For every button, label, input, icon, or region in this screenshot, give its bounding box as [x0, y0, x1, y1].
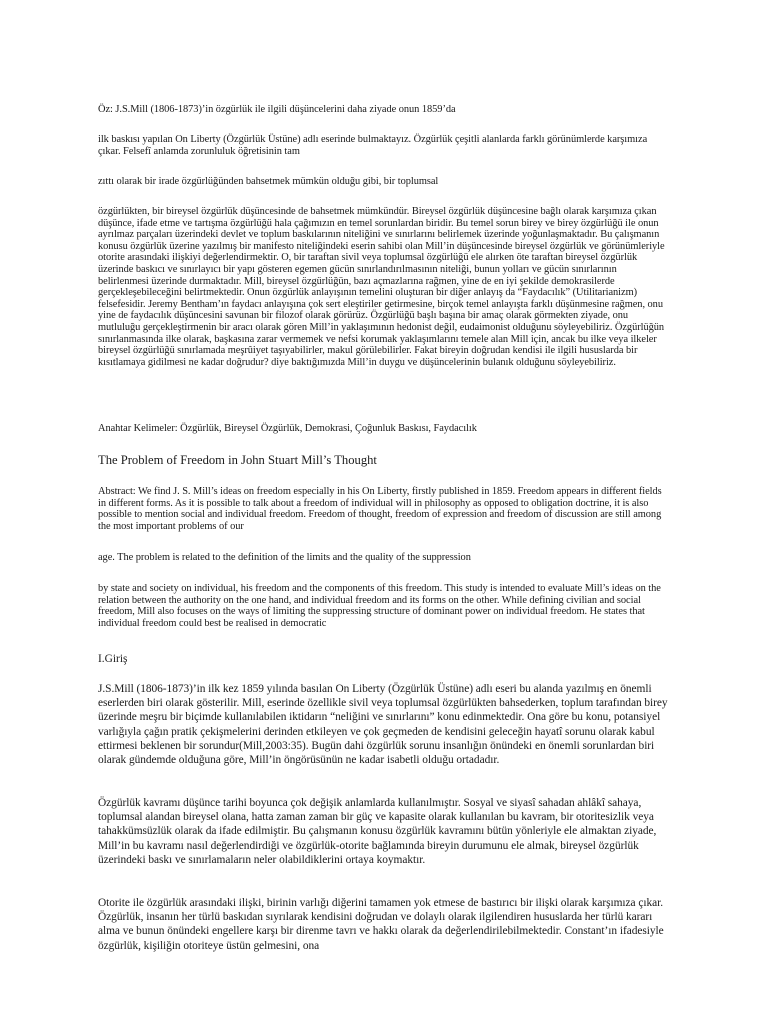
oz-paragraph-2: ilk baskısı yapılan On Liberty (Özgürlük Üstüne) adlı eserinde bulmaktayız. Özgürlük çeşitli alanlarda farklı görünümlerde karşımıza çıkar. Felsefî anlamda zorunluluk öğretisinin tam	[98, 134, 648, 157]
body-paragraph-3: Otorite ile özgürlük arasındaki ilişki, birinin varlığı diğerini tamamen yok etmese de bastırıcı bir ilişki olarak karşımıza çıkar. Özgürlük, insanın her türlü baskıdan sıyrılarak kendisini doğrudan ve dolaylı olarak ilgilendiren hususlarda her türlü kararı alma ve bunun önündeki engellere karşı bir direnme tavrı ve hakkı olarak da değerlendirilebilmektedir. Constant’ın ifadesiyle özgürlük, kişiliğin otoriteye üstün gelmesini, ona	[98, 897, 664, 952]
body-paragraph-2: Özgürlük kavramı düşünce tarihi boyunca çok değişik anlamlarda kullanılmıştır. Sosyal ve siyasî sahadan ahlâkî sahaya, toplumsal alandan bireysel olana, hatta zaman zaman bir güç ve kapasite olarak kullanılan bu kavram, bir otoritesizlik veya tahakkümsüzlük olarak da ifade edilmiştir. Bu çalışmanın konusu özgürlük kavramını bütün yönleriyle ele almaktan ziyade, Mill’in bu kavramı nasıl değerlendirdiği ve özgürlük-otorite bağlamında bireyin durumunu ele almak, bireysel özgürlük üzerindeki baskı ve sınırlamaların neler olabildiklerini ortaya koymaktır.	[98, 797, 657, 866]
body-paragraph-1: J.S.Mill (1806-1873)’in ilk kez 1859 yılında basılan On Liberty (Özgürlük Üstüne) adlı eseri bu alanda yazılmış en önemli eserlerden biri olarak gösterilir. Mill, eserinde özellikle sivil veya toplumsal özgürlükten bahsederken, toplum tarafından birey üzerinde meşru bir biçimde kullanılabilen iktidarın “neliğini ve sınırlarını” konu edinmektedir. Ona göre bu konu, potansiyel varlığıyla çağın pratik çekişmelerini derinden etkileyen ve çok geçmeden de kendisini geleceğin hayatî sorunu olarak kabul ettirmesi beklenen bir sorundur(Mill,2003:35). Bugün dahi özgürlük sorunu insanlığın önündeki en önemli sorunlardan biri olarak gündemde olduğuna göre, Mill’in öngörüsünün ne kadar isabetli olduğu ortadadır.	[98, 683, 668, 767]
abstract-paragraph-1: Abstract: We find J. S. Mill’s ideas on freedom especially in his On Liberty, firstly published in 1859. Freedom appears in different fields in different forms. As it is possible to talk about a freedom of individual will in philosophy as opposed to obligation doctrine, it is also possible to mention social and individual freedom. Freedom of thought, freedom of expression and freedom of discussion are still among the most important problems of our	[98, 486, 662, 532]
abstract-line-2: age. The problem is related to the definition of the limits and the quality of the suppression	[98, 552, 471, 563]
abstract-paragraph-3: by state and society on individual, his freedom and the components of this freedom. This study is intended to evaluate Mill’s ideas on the relation between the authority on the one hand, and individual freedom and its forms on the other. While defining civilian and social freedom, Mill also focuses on the ways of limiting the suppressing structure of dominant power on individual freedom. He states that individual freedom could best be realised in democratic	[98, 583, 661, 629]
english-title: The Problem of Freedom in John Stuart Mill’s Thought	[98, 453, 377, 467]
keywords-line: Anahtar Kelimeler: Özgürlük, Bireysel Özgürlük, Demokrasi, Çoğunluk Baskısı, Faydacılık	[98, 423, 477, 434]
section-title-giris: I.Giriş	[98, 653, 128, 665]
oz-line-3: zıttı olarak bir irade özgürlüğünden bahsetmek mümkün olduğu gibi, bir toplumsal	[98, 176, 439, 187]
oz-line-1: Öz: J.S.Mill (1806-1873)’in özgürlük ile ilgili düşüncelerini daha ziyade onun 1859’da	[98, 104, 456, 115]
oz-paragraph-4: özgürlükten, bir bireysel özgürlük düşüncesinde de bahsetmek mümkündür. Bireysel özgürlük düşüncesine bağlı olarak karşımıza çıkan düşünce, ifade etme ve tartışma özgürlüğü hala çağımızın en temel sorunlardan biridir. Bu temel sorun birey ve birey özgürlüğü ile onun ayrılmaz parçaları üzerindeki devlet ve toplum baskılarının niteliğini ve sınırlarını belirlemek üzerinde yoğunlaşmaktadır. Bu çalışmanın konusu özgürlük üzerine yazılmış bir manifesto niteliğindeki eserin sahibi olan Mill’in düşüncesinde bireysel özgürlük ve görünümleriyle otorite arasındaki ilişkiyi değerlendirmektir. O, bir taraftan sivil veya toplumsal özgürlüğü ele alırken öte taraftan bireysel özgürlük üzerinde baskıcı ve sınırlayıcı bir yapı gösteren egemen gücün sınırlandırılmasının niteliği, bunun yolları ve gücün sınırlarının belirlenmesi üzerinde durmaktadır. Mill, bireysel özgürlüğün, bazı açmazlarına rağmen, yine de en iyi şekilde demokrasilerde gerçekleşebileceğini belirtmektedir. Onun özgürlük anlayışının temelini oluşturan bir diğer anlayış da “Faydacılık” (Utilitarianizm) felsefesidir. Jeremy Bentham’ın faydacı anlayışına çok sert eleştiriler getirmesine, birçok temel anlayışta farklı düşünmesine rağmen, onu yine de faydacılık düşüncesini savunan bir filozof olarak görürüz. Özgürlüğü başlı başına bir amaç olarak görmekten ziyade, onu mutluluğu gerçekleştirmenin bir aracı olarak gören Mill’in yaklaşımının hedonist değil, eudaimonist olduğunu söyleyebiliriz. Özgürlüğün sınırlanmasında ilke olarak, başkasına zarar vermemek ve nefsi korumak yaklaşımlarını temele alan Mill için, ancak bu ilke veya ilkeler bireysel özgürlüğü sınırlamada meşrûiyet taşıyabilirler, makul görülebilirler. Fakat bireyin doğrudan kendisi ile ilgili hususlarda bir kısıtlamaya gidilmesi ne kadar doğrudur? diye baktığımızda Mill’in duygu ve düşüncelerinin bulanık olduğunu söyleyebiliriz.	[98, 206, 665, 368]
